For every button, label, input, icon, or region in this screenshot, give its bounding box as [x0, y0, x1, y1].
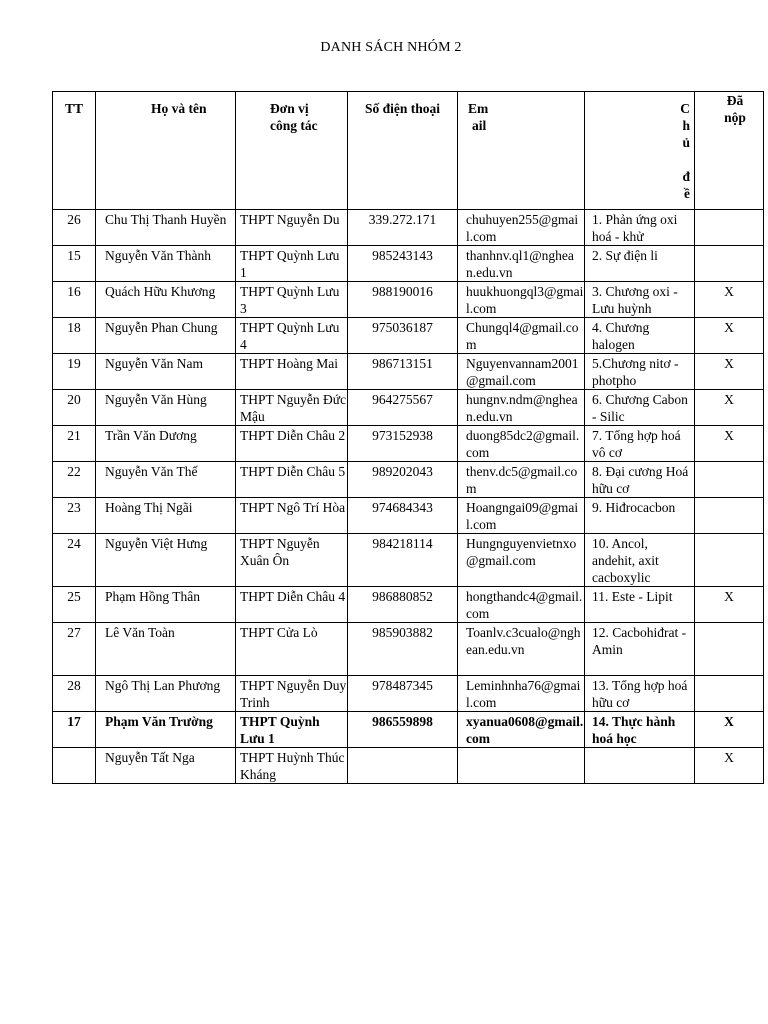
- row-tt: 27: [53, 623, 96, 676]
- table-row: [53, 712, 764, 748]
- header-unit-line2: công tác: [270, 118, 318, 133]
- table-row: [53, 426, 764, 462]
- row-name: Nguyễn Văn Nam: [96, 354, 236, 390]
- header-email-line1: Em: [468, 101, 489, 116]
- row-unit: THPT Quỳnh Lưu 1: [236, 246, 348, 282]
- row-phone: 973152938: [348, 426, 458, 462]
- row-email: chuhuyen255@gmail.com: [458, 210, 585, 246]
- row-phone: [348, 748, 458, 784]
- row-name: Phạm Văn Trường: [96, 712, 236, 748]
- row-done: X: [695, 587, 764, 623]
- row-topic: 11. Este - Lipit: [585, 587, 695, 623]
- row-done: X: [695, 748, 764, 784]
- row-done: X: [695, 282, 764, 318]
- row-unit: THPT Quỳnh Lưu 4: [236, 318, 348, 354]
- table-row: [53, 390, 764, 426]
- table-row: [53, 318, 764, 354]
- row-email: [458, 748, 585, 784]
- row-unit: THPT Ngô Trí Hòa: [236, 498, 348, 534]
- header-phone: Số điện thoại: [348, 92, 458, 210]
- row-unit: THPT Hoàng Mai: [236, 354, 348, 390]
- row-name: Hoàng Thị Ngãi: [96, 498, 236, 534]
- header-tt: TT: [53, 92, 96, 210]
- header-unit-line1: Đơn vị: [270, 101, 309, 116]
- row-topic: 4. Chương halogen: [585, 318, 695, 354]
- row-topic: 2. Sự điện li: [585, 246, 695, 282]
- row-name: Lê Văn Toàn: [96, 623, 236, 676]
- row-name: Nguyễn Văn Thế: [96, 462, 236, 498]
- header-done: [695, 92, 764, 210]
- row-email: Leminhnha76@gmail.com: [458, 676, 585, 712]
- table-row: [53, 354, 764, 390]
- row-tt: 20: [53, 390, 96, 426]
- row-name: Phạm Hồng Thân: [96, 587, 236, 623]
- row-topic: 14. Thực hành hoá học: [585, 712, 695, 748]
- row-done: [695, 676, 764, 712]
- row-tt: 23: [53, 498, 96, 534]
- table-row: [53, 282, 764, 318]
- group-table: [52, 91, 764, 784]
- table-row: [53, 748, 764, 784]
- row-unit: THPT Nguyễn Đức Mậu: [236, 390, 348, 426]
- row-email: duong85dc2@gmail.com: [458, 426, 585, 462]
- row-tt: 17: [53, 712, 96, 748]
- row-unit: THPT Diễn Châu 5: [236, 462, 348, 498]
- row-unit: THPT Nguyễn Du: [236, 210, 348, 246]
- header-topic-char: [592, 151, 690, 168]
- row-phone: 974684343: [348, 498, 458, 534]
- row-name: Nguyễn Văn Thành: [96, 246, 236, 282]
- row-unit: THPT Diễn Châu 2: [236, 426, 348, 462]
- row-unit: THPT Diễn Châu 4: [236, 587, 348, 623]
- row-email: Hungnguyenvietnxo@gmail.com: [458, 534, 585, 587]
- row-topic: [585, 748, 695, 784]
- row-topic: 13. Tổng hợp hoá hữu cơ: [585, 676, 695, 712]
- table-row: [53, 623, 764, 676]
- row-name: Quách Hữu Khương: [96, 282, 236, 318]
- row-unit: THPT Nguyễn Duy Trinh: [236, 676, 348, 712]
- row-tt: 21: [53, 426, 96, 462]
- table-row: [53, 676, 764, 712]
- row-tt: 16: [53, 282, 96, 318]
- row-tt: 25: [53, 587, 96, 623]
- row-phone: 985903882: [348, 623, 458, 676]
- row-done: X: [695, 354, 764, 390]
- row-phone: 989202043: [348, 462, 458, 498]
- row-topic: 9. Hiđrocacbon: [585, 498, 695, 534]
- row-topic: 3. Chương oxi - Lưu huỳnh: [585, 282, 695, 318]
- row-unit: THPT Huỳnh Thúc Kháng: [236, 748, 348, 784]
- header-email: [458, 92, 585, 210]
- row-name: Nguyễn Việt Hưng: [96, 534, 236, 587]
- row-tt: 22: [53, 462, 96, 498]
- row-email: Toanlv.c3cualo@nghean.edu.vn: [458, 623, 585, 676]
- row-topic: 12. Cacbohiđrat - Amin: [585, 623, 695, 676]
- row-done: [695, 534, 764, 587]
- row-tt: [53, 748, 96, 784]
- row-done: [695, 210, 764, 246]
- row-email: Chungql4@gmail.com: [458, 318, 585, 354]
- header-done-line2: nộp: [724, 110, 746, 125]
- row-phone: 986713151: [348, 354, 458, 390]
- header-topic-char: đ: [682, 169, 690, 184]
- row-name: Nguyễn Phan Chung: [96, 318, 236, 354]
- document-title: DANH SÁCH NHÓM 2: [320, 40, 462, 55]
- row-unit: THPT Quỳnh Lưu 3: [236, 282, 348, 318]
- row-unit: THPT Quỳnh Lưu 1: [236, 712, 348, 748]
- row-phone: 978487345: [348, 676, 458, 712]
- row-unit: THPT Cửa Lò: [236, 623, 348, 676]
- row-unit: THPT Nguyễn Xuân Ôn: [236, 534, 348, 587]
- table-row: [53, 462, 764, 498]
- header-done-line1: Đã: [726, 93, 744, 108]
- header-name: Họ và tên: [96, 92, 236, 210]
- row-tt: 15: [53, 246, 96, 282]
- row-done: [695, 462, 764, 498]
- row-done: [695, 246, 764, 282]
- row-tt: 18: [53, 318, 96, 354]
- header-topic-char: h: [682, 118, 690, 133]
- header-topic-char: ủ: [682, 135, 690, 150]
- row-email: thanhnv.ql1@nghean.edu.vn: [458, 246, 585, 282]
- row-topic: 6. Chương Cabon - Silic: [585, 390, 695, 426]
- row-email: huukhuongql3@gmail.com: [458, 282, 585, 318]
- row-name: Nguyễn Tất Nga: [96, 748, 236, 784]
- row-email: hungnv.ndm@nghean.edu.vn: [458, 390, 585, 426]
- row-topic: 1. Phản ứng oxi hoá - khử: [585, 210, 695, 246]
- row-tt: 26: [53, 210, 96, 246]
- row-phone: 975036187: [348, 318, 458, 354]
- row-phone: 964275567: [348, 390, 458, 426]
- row-phone: 986559898: [348, 712, 458, 748]
- row-name: Trần Văn Dương: [96, 426, 236, 462]
- table-row: [53, 498, 764, 534]
- row-phone: 986880852: [348, 587, 458, 623]
- row-phone: 988190016: [348, 282, 458, 318]
- header-topic: [585, 92, 695, 210]
- table-row: [53, 587, 764, 623]
- row-email: hongthandc4@gmail.com: [458, 587, 585, 623]
- row-phone: 339.272.171: [348, 210, 458, 246]
- row-phone: 984218114: [348, 534, 458, 587]
- row-name: Chu Thị Thanh Huyền: [96, 210, 236, 246]
- row-email: Hoangngai09@gmail.com: [458, 498, 585, 534]
- row-done: X: [695, 390, 764, 426]
- row-done: X: [695, 318, 764, 354]
- table-row: [53, 210, 764, 246]
- row-done: X: [695, 426, 764, 462]
- header-topic-char: ề: [684, 186, 690, 201]
- row-topic: 10. Ancol, andehit, axit cacboxylic: [585, 534, 695, 587]
- row-name: Ngô Thị Lan Phương: [96, 676, 236, 712]
- header-unit: [236, 92, 348, 210]
- row-topic: 7. Tổng hợp hoá vô cơ: [585, 426, 695, 462]
- row-name: Nguyễn Văn Hùng: [96, 390, 236, 426]
- row-topic: 8. Đại cương Hoá hữu cơ: [585, 462, 695, 498]
- row-tt: 24: [53, 534, 96, 587]
- row-done: X: [695, 712, 764, 748]
- row-done: [695, 498, 764, 534]
- row-email: thenv.dc5@gmail.com: [458, 462, 585, 498]
- header-topic-char: C: [680, 101, 690, 116]
- table-row: [53, 534, 764, 587]
- row-tt: 28: [53, 676, 96, 712]
- row-email: xyanua0608@gmail.com: [458, 712, 585, 748]
- row-tt: 19: [53, 354, 96, 390]
- table-row: [53, 246, 764, 282]
- header-row: [53, 92, 764, 210]
- row-topic: 5.Chương nitơ - photpho: [585, 354, 695, 390]
- row-done: [695, 623, 764, 676]
- row-phone: 985243143: [348, 246, 458, 282]
- row-email: Nguyenvannam2001@gmail.com: [458, 354, 585, 390]
- header-email-line2: ail: [472, 118, 487, 133]
